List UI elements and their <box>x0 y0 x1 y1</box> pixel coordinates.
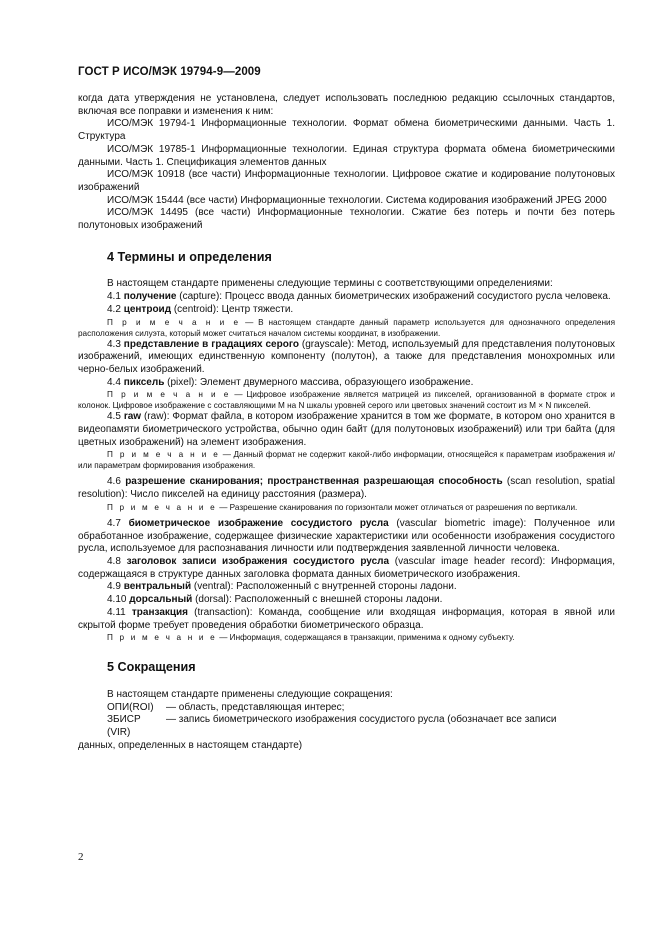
term-name: вентральный <box>123 581 192 593</box>
term-name: пиксель <box>123 376 165 388</box>
term-name: разрешение сканирования; пространственная разрешающая способность <box>125 476 503 488</box>
note-text: — Информация, содержащаяся в транзакции, применима к одному субъекту. <box>219 633 515 643</box>
abbreviation-term: ЗБИСР (VIR) <box>107 714 141 739</box>
abbreviation-definition: — область, представляющая интерес; <box>166 701 345 713</box>
term-name: транзакция <box>131 606 189 618</box>
term-4-6 <box>78 476 615 501</box>
term-definition: (ventral): Расположенный с внутренней стороны ладони. <box>191 581 457 593</box>
note-text: — Разрешение сканирования по горизонтали может отличаться от разрешения по вертикали. <box>219 502 578 512</box>
term-number: 4.2 <box>107 303 121 315</box>
term-definition: (dorsal): Расположенный с внешней стороны ладони. <box>192 594 443 606</box>
abbreviation-row <box>107 702 615 715</box>
note-label: П р и м е ч а н и е <box>107 390 231 400</box>
term-definition: (transaction): Команда, сообщение или входящая информация, которая в явной или скрытой форме требует проведения обработки биометрического образца. <box>78 606 615 631</box>
section-4-intro: В настоящем стандарте применены следующие термины с соответствующими определениями: <box>107 278 553 290</box>
abbreviation-row <box>107 714 615 739</box>
section-5-intro: В настоящем стандарте применены следующие сокращения: <box>107 688 393 700</box>
term-name: заголовок записи изображения сосудистого русла <box>126 555 390 567</box>
term-number: 4.7 <box>107 517 121 529</box>
reference-list <box>78 118 615 232</box>
term-number: 4.11 <box>107 606 126 618</box>
term-definition: (raw): Формат файла, в котором изображение хранится в том же формате, в котором оно хранится в видеопамяти биометрического устройства, обычно один байт (для полутоновых изображений) или три байта (для цветных изображений) на элемент изображения. <box>78 411 616 448</box>
abbreviation-term: ОПИ(ROI) <box>107 701 154 713</box>
term-4-11 <box>78 607 615 632</box>
note-4-4 <box>78 389 615 411</box>
document-body <box>78 93 615 752</box>
term-name: биометрическое изображение сосудистого русла <box>128 517 389 529</box>
term-number: 4.8 <box>107 555 121 567</box>
reference-item: ИСО/МЭК 19794-1 Информационные технологии. Формат обмена биометрическими данными. Часть 1. Структура <box>78 118 615 143</box>
term-number: 4.1 <box>107 291 121 303</box>
term-4-2 <box>78 304 615 317</box>
note-4-2 <box>78 317 615 339</box>
note-label: П р и м е ч а н и е <box>107 317 241 327</box>
term-definition: (vascular image header record): Информация, содержащаяся в структуре данных заголовка формата данных биометрического изображения. <box>78 555 616 580</box>
term-4-1 <box>78 291 615 304</box>
term-number: 4.3 <box>107 338 121 350</box>
term-definition: (pixel): Элемент двумерного массива, образующего изображение. <box>164 376 474 388</box>
section-5-title: 5 Сокращения <box>107 660 196 675</box>
document-header: ГОСТ Р ИСО/МЭК 19794-9—2009 <box>78 66 261 78</box>
note-4-6 <box>78 502 615 513</box>
term-number: 4.4 <box>107 376 121 388</box>
term-name: представление в градациях серого <box>123 338 299 350</box>
abbreviation-definition-continued: данных, определенных в настоящем стандарте) <box>78 739 303 751</box>
term-name: raw <box>123 411 142 423</box>
note-4-5 <box>78 449 615 471</box>
note-label: П р и м е ч а н и е <box>107 450 221 460</box>
term-4-7 <box>78 518 615 556</box>
term-number: 4.5 <box>107 411 121 423</box>
term-number: 4.9 <box>107 581 121 593</box>
note-text: — Цифровое изображение является матрицей из пикселей, организованной в формате строк и колонок. Цифровое изображение с составляющими M на N шкалы уровней серого или цветовых значений состоит из M × N пикселей. <box>78 390 615 411</box>
term-definition: (vascular biometric image): Полученное или обработанное изображение, содержащее физические характеристики или особенности изображения сосудистого русла, используемое для распознавания личности или подтверждения заявленной личности человека. <box>78 517 615 555</box>
reference-item: ИСО/МЭК 15444 (все части) Информационные технологии. Система кодирования изображений JPEG 2000 <box>107 194 607 206</box>
term-4-4 <box>78 377 615 390</box>
note-text: — В настоящем стандарте данный параметр используется для однозначного определения расположения силуэта, который может считаться началом системы координат, в изображении. <box>78 317 616 338</box>
note-text: — Данный формат не содержит какой-либо информации, относящейся к параметрам изображения и/или параметрам формирования изображения. <box>78 450 615 471</box>
note-label: П р и м е ч а н и е <box>107 502 217 512</box>
term-definition: (grayscale): Метод, используемый для представления полутоновых изображений, имеющих единственную компоненту (полутон), а также для представления монохромных или черно-белых изображений. <box>78 338 616 375</box>
note-label: П р и м е ч а н и е <box>107 633 217 643</box>
reference-item: ИСО/МЭК 14495 (все части) Информационные технологии. Сжатие без потерь и почти без потерь полутоновых изображений <box>78 207 615 232</box>
term-definition: (capture): Процесс ввода данных биометрических изображений сосудистого русла человека. <box>176 291 611 303</box>
term-definition: (centroid): Центр тяжести. <box>171 303 294 315</box>
term-4-5 <box>78 411 615 449</box>
term-name: дорсальный <box>129 594 193 606</box>
term-4-3 <box>78 339 615 377</box>
term-4-10 <box>78 594 615 607</box>
term-definition: (scan resolution, spatial resolution): Число пикселей на единицу расстояния (размера). <box>78 476 615 501</box>
term-4-9 <box>78 581 615 594</box>
section-4-title: 4 Термины и определения <box>107 249 272 264</box>
page-number: 2 <box>78 851 84 863</box>
reference-item: ИСО/МЭК 10918 (все части) Информационные технологии. Цифровое сжатие и кодирование полутоновых изображений <box>78 169 615 193</box>
intro-paragraph: когда дата утверждения не установлена, следует использовать последнюю редакцию ссылочных стандартов, включая все поправки и изменения к ним: <box>78 93 615 117</box>
term-name: центроид <box>123 303 172 315</box>
abbreviation-definition: — запись биометрического изображения сосудистого русла (обозначает все записи <box>166 714 557 726</box>
term-4-8 <box>78 556 615 581</box>
reference-item: ИСО/МЭК 19785-1 Информационные технологии. Единая структура формата обмена биометрическими данными. Часть 1. Спецификация элементов данных <box>78 143 615 168</box>
term-name: получение <box>123 291 177 303</box>
term-number: 4.6 <box>107 476 121 488</box>
note-4-11 <box>78 632 615 643</box>
term-number: 4.10 <box>107 594 127 606</box>
